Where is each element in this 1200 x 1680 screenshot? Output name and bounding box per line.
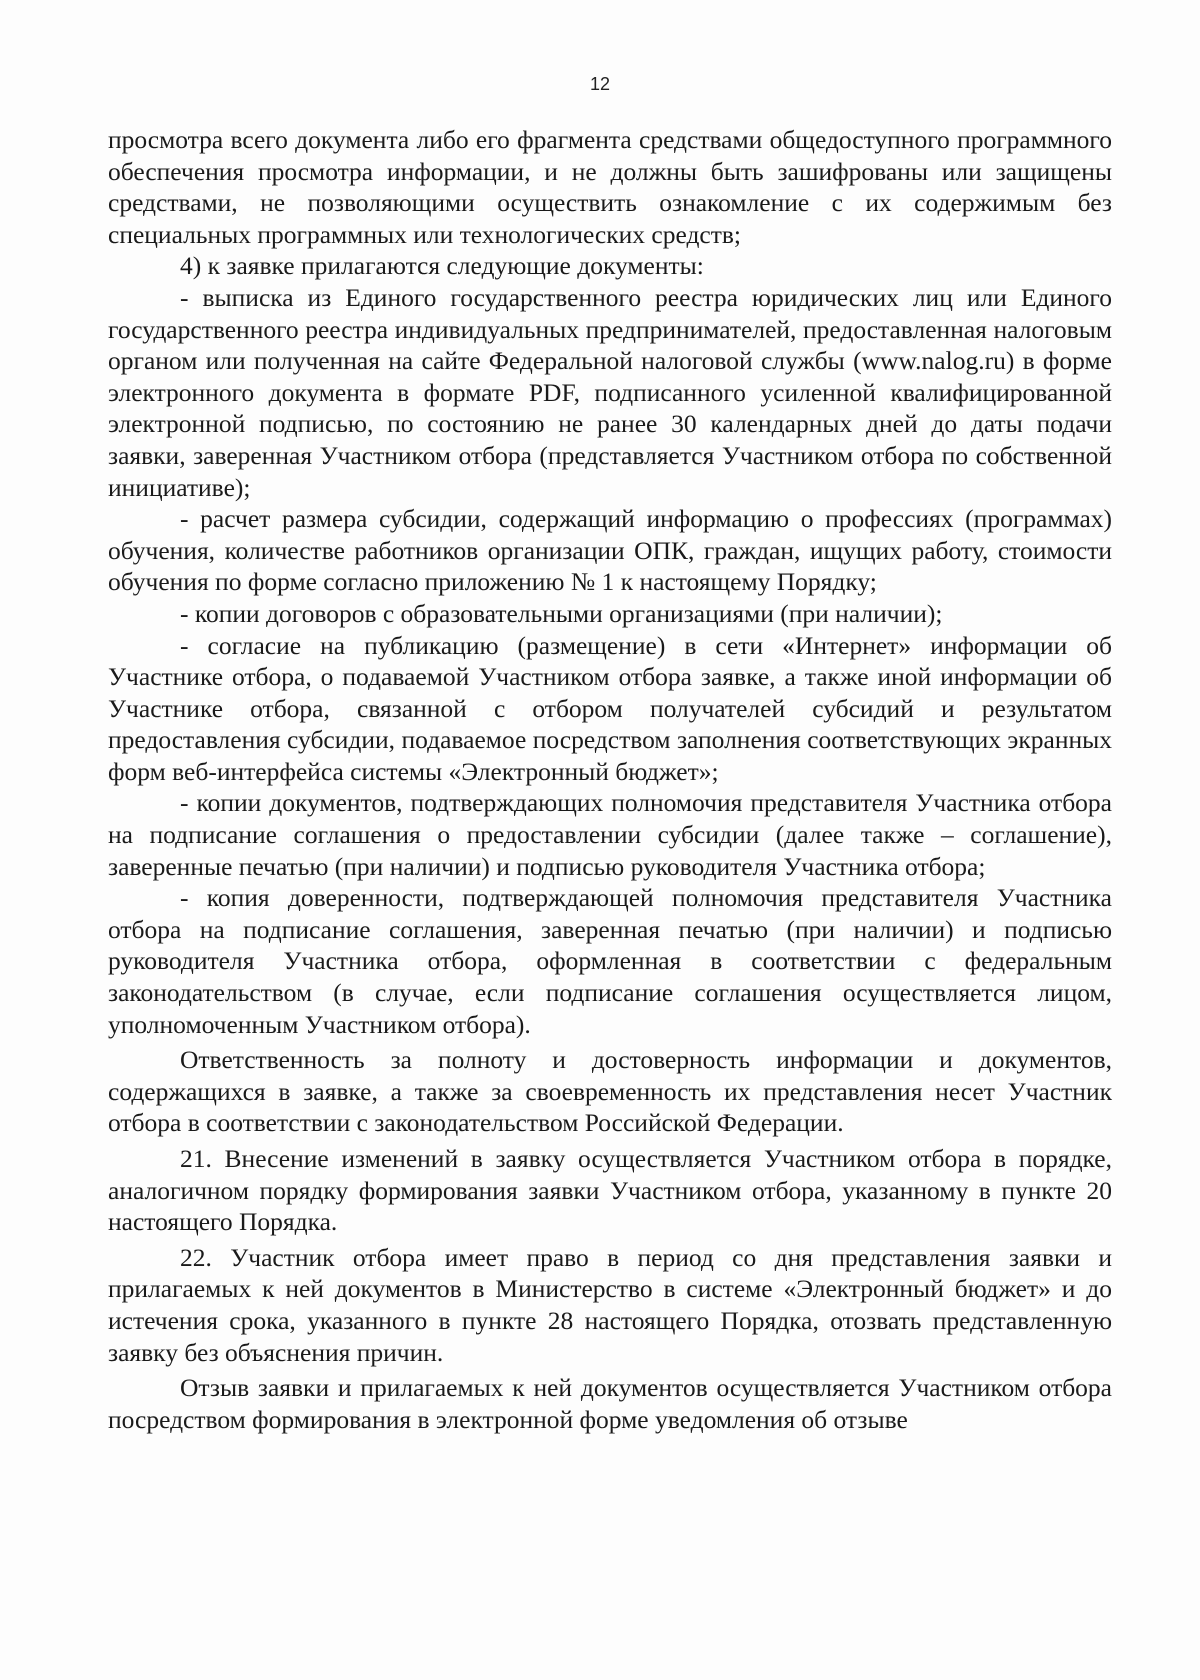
document-body — [108, 124, 1112, 1435]
list-item-power-of-attorney: - копия доверенности, подтверждающей полномочия представителя Участника отбора на подписание соглашения, заверенная печатью (при наличии) и подписью руководителя Участника отбора, оформленная в соответствии с федеральным законодательством (в случае, если подписание соглашения осуществляется лицом, уполномоченным Участником отбора). — [108, 883, 1112, 1039]
paragraph-withdrawal: Отзыв заявки и прилагаемых к ней документов осуществляется Участником отбора посредством формирования в электронной форме уведомления об отзыве — [108, 1373, 1112, 1434]
page-number: 12 — [589, 74, 611, 94]
list-item-publication-consent: - согласие на публикацию (размещение) в сети «Интернет» информации об Участнике отбора, о подаваемой Участником отбора заявке, а также иной информации об Участнике отбора, связанной с отбором получателей субсидий и результатом предоставления субсидии, подаваемое посредством заполнения соответствующих экранных форм веб-интерфейса системы «Электронный бюджет»; — [108, 630, 1112, 786]
paragraph-clause-22: 22. Участник отбора имеет право в период со дня представления заявки и прилагаемых к ней документов в Министерство в системе «Электронный бюджет» и до истечения срока, указанного в пункте 28 настоящего Порядка, отозвать представленную заявку без объяснения причин. — [108, 1242, 1112, 1367]
paragraph-responsibility: Ответственность за полноту и достоверность информации и документов, содержащихся в заявке, а также за своевременность их представления несет Участник отбора в соответствии с законодательством Российской Федерации. — [108, 1045, 1112, 1138]
paragraph-attachments-intro: 4) к заявке прилагаются следующие документы: — [180, 251, 704, 281]
paragraph-continuation: просмотра всего документа либо его фрагмента средствами общедоступного программного обеспечения просмотра информации, и не должны быть зашифрованы или защищены средствами, не позволяющими осуществить ознакомление с их содержимым без специальных программных или технологических средств; — [108, 125, 1112, 249]
list-item-subsidy-calculation: - расчет размера субсидии, содержащий информацию о профессиях (программах) обучения, количестве работников организации ОПК, граждан, ищущих работу, стоимости обучения по форме согласно приложению № 1 к настоящему Порядку; — [108, 504, 1112, 597]
paragraph-clause-21: 21. Внесение изменений в заявку осуществляется Участником отбора в порядке, аналогичном порядку формирования заявки Участником отбора, указанному в пункте 20 настоящего Порядка. — [108, 1144, 1112, 1237]
list-item-egrul-extract: - выписка из Единого государственного реестра юридических лиц или Единого государственного реестра индивидуальных предпринимателей, предоставленная налоговым органом или полученная на сайте Федеральной налоговой службы (www.nalog.ru) в форме электронного документа в формате PDF, подписанного усиленной квалифицированной электронной подписью, по состоянию не ранее 30 календарных дней до даты подачи заявки, заверенная Участником отбора (представляется Участником отбора по собственной инициативе); — [108, 282, 1112, 502]
list-item-contract-copies: - копии договоров с образовательными организациями (при наличии); — [180, 598, 943, 628]
list-item-authority-documents: - копии документов, подтверждающих полномочия представителя Участника отбора на подписание соглашения о предоставлении субсидии (далее также – соглашение), заверенные печатью (при наличии) и подписью руководителя Участника отбора; — [108, 788, 1112, 881]
